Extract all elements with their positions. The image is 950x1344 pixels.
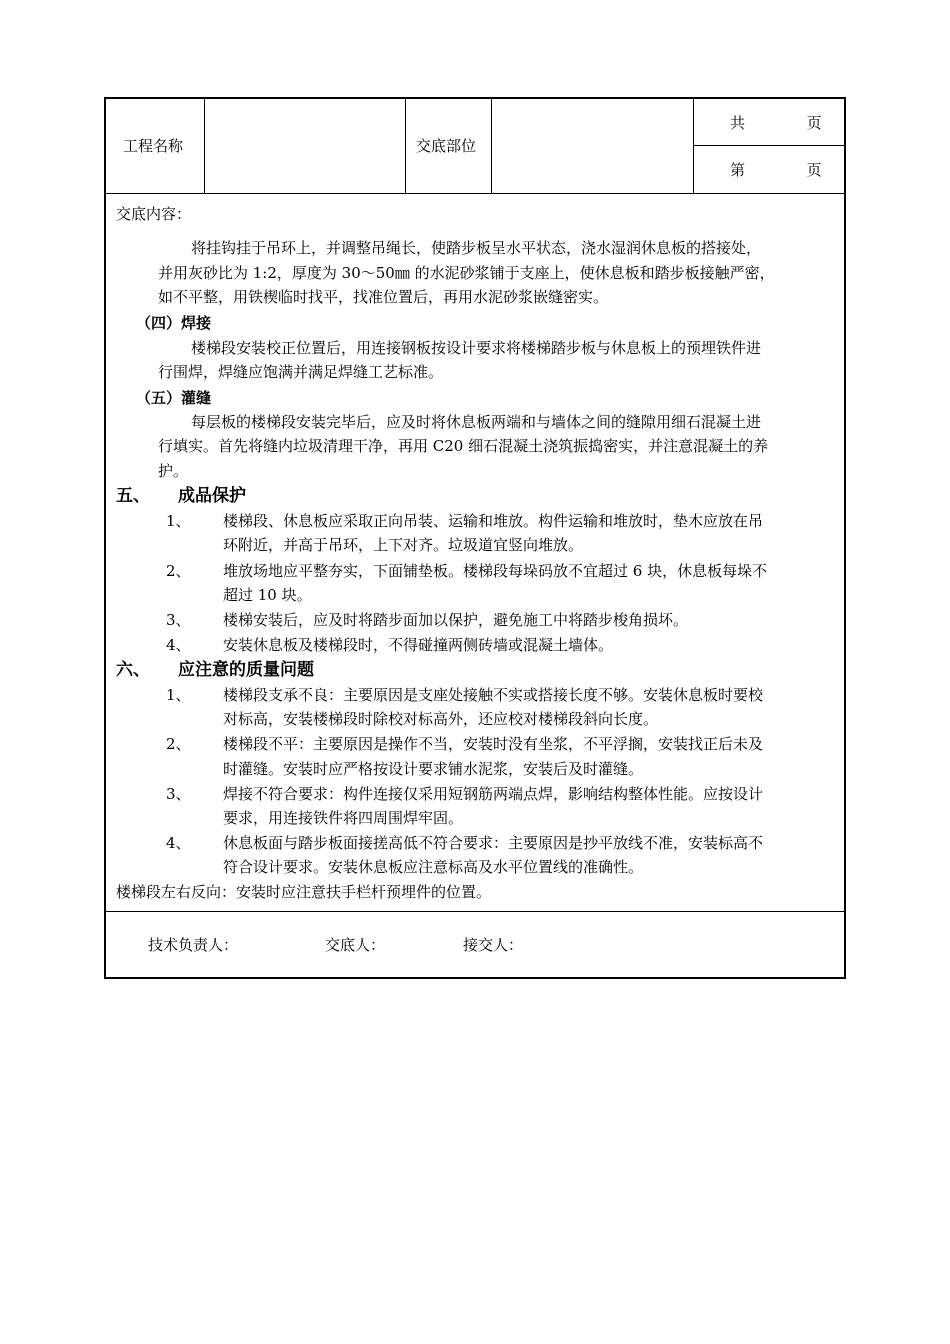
total-pages [730,113,822,133]
list-item-line: 环附近，并高于吊环，上下对齐。垃圾道宜竖向堆放。 [223,536,584,554]
signature-row [106,911,844,979]
receiver-label: 接交人： [463,936,524,954]
paragraph-line: 楼梯段安装校正位置后，用连接钢板按设计要求将楼梯踏步板与休息板上的预埋铁件进 [191,339,762,357]
divider [693,99,694,193]
list-item-line: 符合设计要求。安装休息板应注意标高及水平位置线的准确性。 [223,858,644,876]
list-item-line: 要求，用连接铁件将四周围焊牢固。 [223,809,464,827]
chapter-5-number: 五、 [116,486,150,506]
discloser-label: 交底人： [325,936,386,954]
total-pages-prefix: 共 [730,114,746,132]
tech-lead-label: 技术负责人： [148,936,239,954]
list-item-number: 2、 [166,562,191,580]
divider [693,145,844,146]
project-name-label: 工程名称 [123,137,184,155]
location-label: 交底部位 [416,137,477,155]
chapter-5-title: 成品保护 [178,486,246,506]
list-item-line: 超过 10 块。 [223,586,312,604]
divider [204,99,205,193]
chapter-6-title: 应注意的质量问题 [178,660,314,680]
section-5-number: （五） [136,389,182,407]
list-item-line: 楼梯段支承不良：主要原因是支座处接触不实或搭接长度不够。安装休息板时要校 [223,686,764,704]
disclosure-content [106,193,844,912]
list-item-number: 3、 [166,611,191,629]
list-item-number: 4、 [166,636,191,654]
page-number-prefix: 第 [730,161,746,179]
page-number [730,160,822,180]
form-header [106,99,844,194]
paragraph-line: 行填实。首先将缝内垃圾清理干净，再用 C20 细石混凝土浇筑振捣密实，并注意混凝土的养 [158,437,769,455]
list-item-number: 2、 [166,735,191,753]
list-item-line: 楼梯安装后，应及时将踏步面加以保护，避免施工中将踏步梭角损坏。 [223,611,689,629]
list-item-number: 4、 [166,834,191,852]
list-item-line: 楼梯段不平：主要原因是操作不当，安装时没有坐浆，不平浮搁，安装找正后未及 [223,735,764,753]
list-item-line: 对标高，安装楼梯段时除校对标高外，还应校对楼梯段斜向长度。 [223,710,659,728]
paragraph-line: 每层板的楼梯段安装完毕后，应及时将休息板两端和与墙体之间的缝隙用细石混凝土进 [191,413,762,431]
section-4-title: 焊接 [181,314,212,332]
chapter-6-number: 六、 [116,660,150,680]
list-item-line: 楼梯段、休息板应采取正向吊装、运输和堆放。构件运输和堆放时，垫木应放在吊 [223,512,764,530]
paragraph-line: 行围焊，焊缝应饱满并满足焊缝工艺标准。 [158,363,444,381]
paragraph-line: 将挂钩挂于吊环上，并调整吊绳长，使踏步板呈水平状态，浇水湿润休息板的搭接处， [191,239,762,257]
list-item-line: 时灌缝。安装时应严格按设计要求铺水泥浆，安装后及时灌缝。 [223,760,644,778]
divider [491,99,492,193]
paragraph-line: 如不平整，用铁楔临时找平，找准位置后，再用水泥砂浆嵌缝密实。 [158,288,609,306]
list-item-number: 3、 [166,785,191,803]
page-number-suffix: 页 [806,161,822,179]
total-pages-suffix: 页 [806,114,822,132]
section-4-number: （四） [136,314,182,332]
list-item-line: 休息板面与踏步板面接搓高低不符合要求：主要原因是抄平放线不准，安装标高不 [223,834,764,852]
disclosure-form [104,97,846,979]
list-item-number: 1、 [166,686,191,704]
paragraph-line: 护。 [158,462,189,480]
content-label: 交底内容： [116,205,192,223]
section-5-title: 灌缝 [181,389,212,407]
paragraph-line: 并用灰砂比为 1:2，厚度为 30～50㎜ 的水泥砂浆铺于支座上，使休息板和踏步板接触严密， [158,264,775,282]
divider [405,99,406,193]
closing-note: 楼梯段左右反向：安装时应注意扶手栏杆预埋件的位置。 [116,883,492,901]
list-item-line: 堆放场地应平整夯实，下面铺垫板。楼梯段每垛码放不宜超过 6 块，休息板每垛不 [223,562,768,580]
list-item-number: 1、 [166,512,191,530]
list-item-line: 焊接不符合要求：构件连接仅采用短钢筋两端点焊，影响结构整体性能。应按设计 [223,785,764,803]
list-item-line: 安装休息板及楼梯段时，不得碰撞两侧砖墙或混凝土墙体。 [223,636,614,654]
